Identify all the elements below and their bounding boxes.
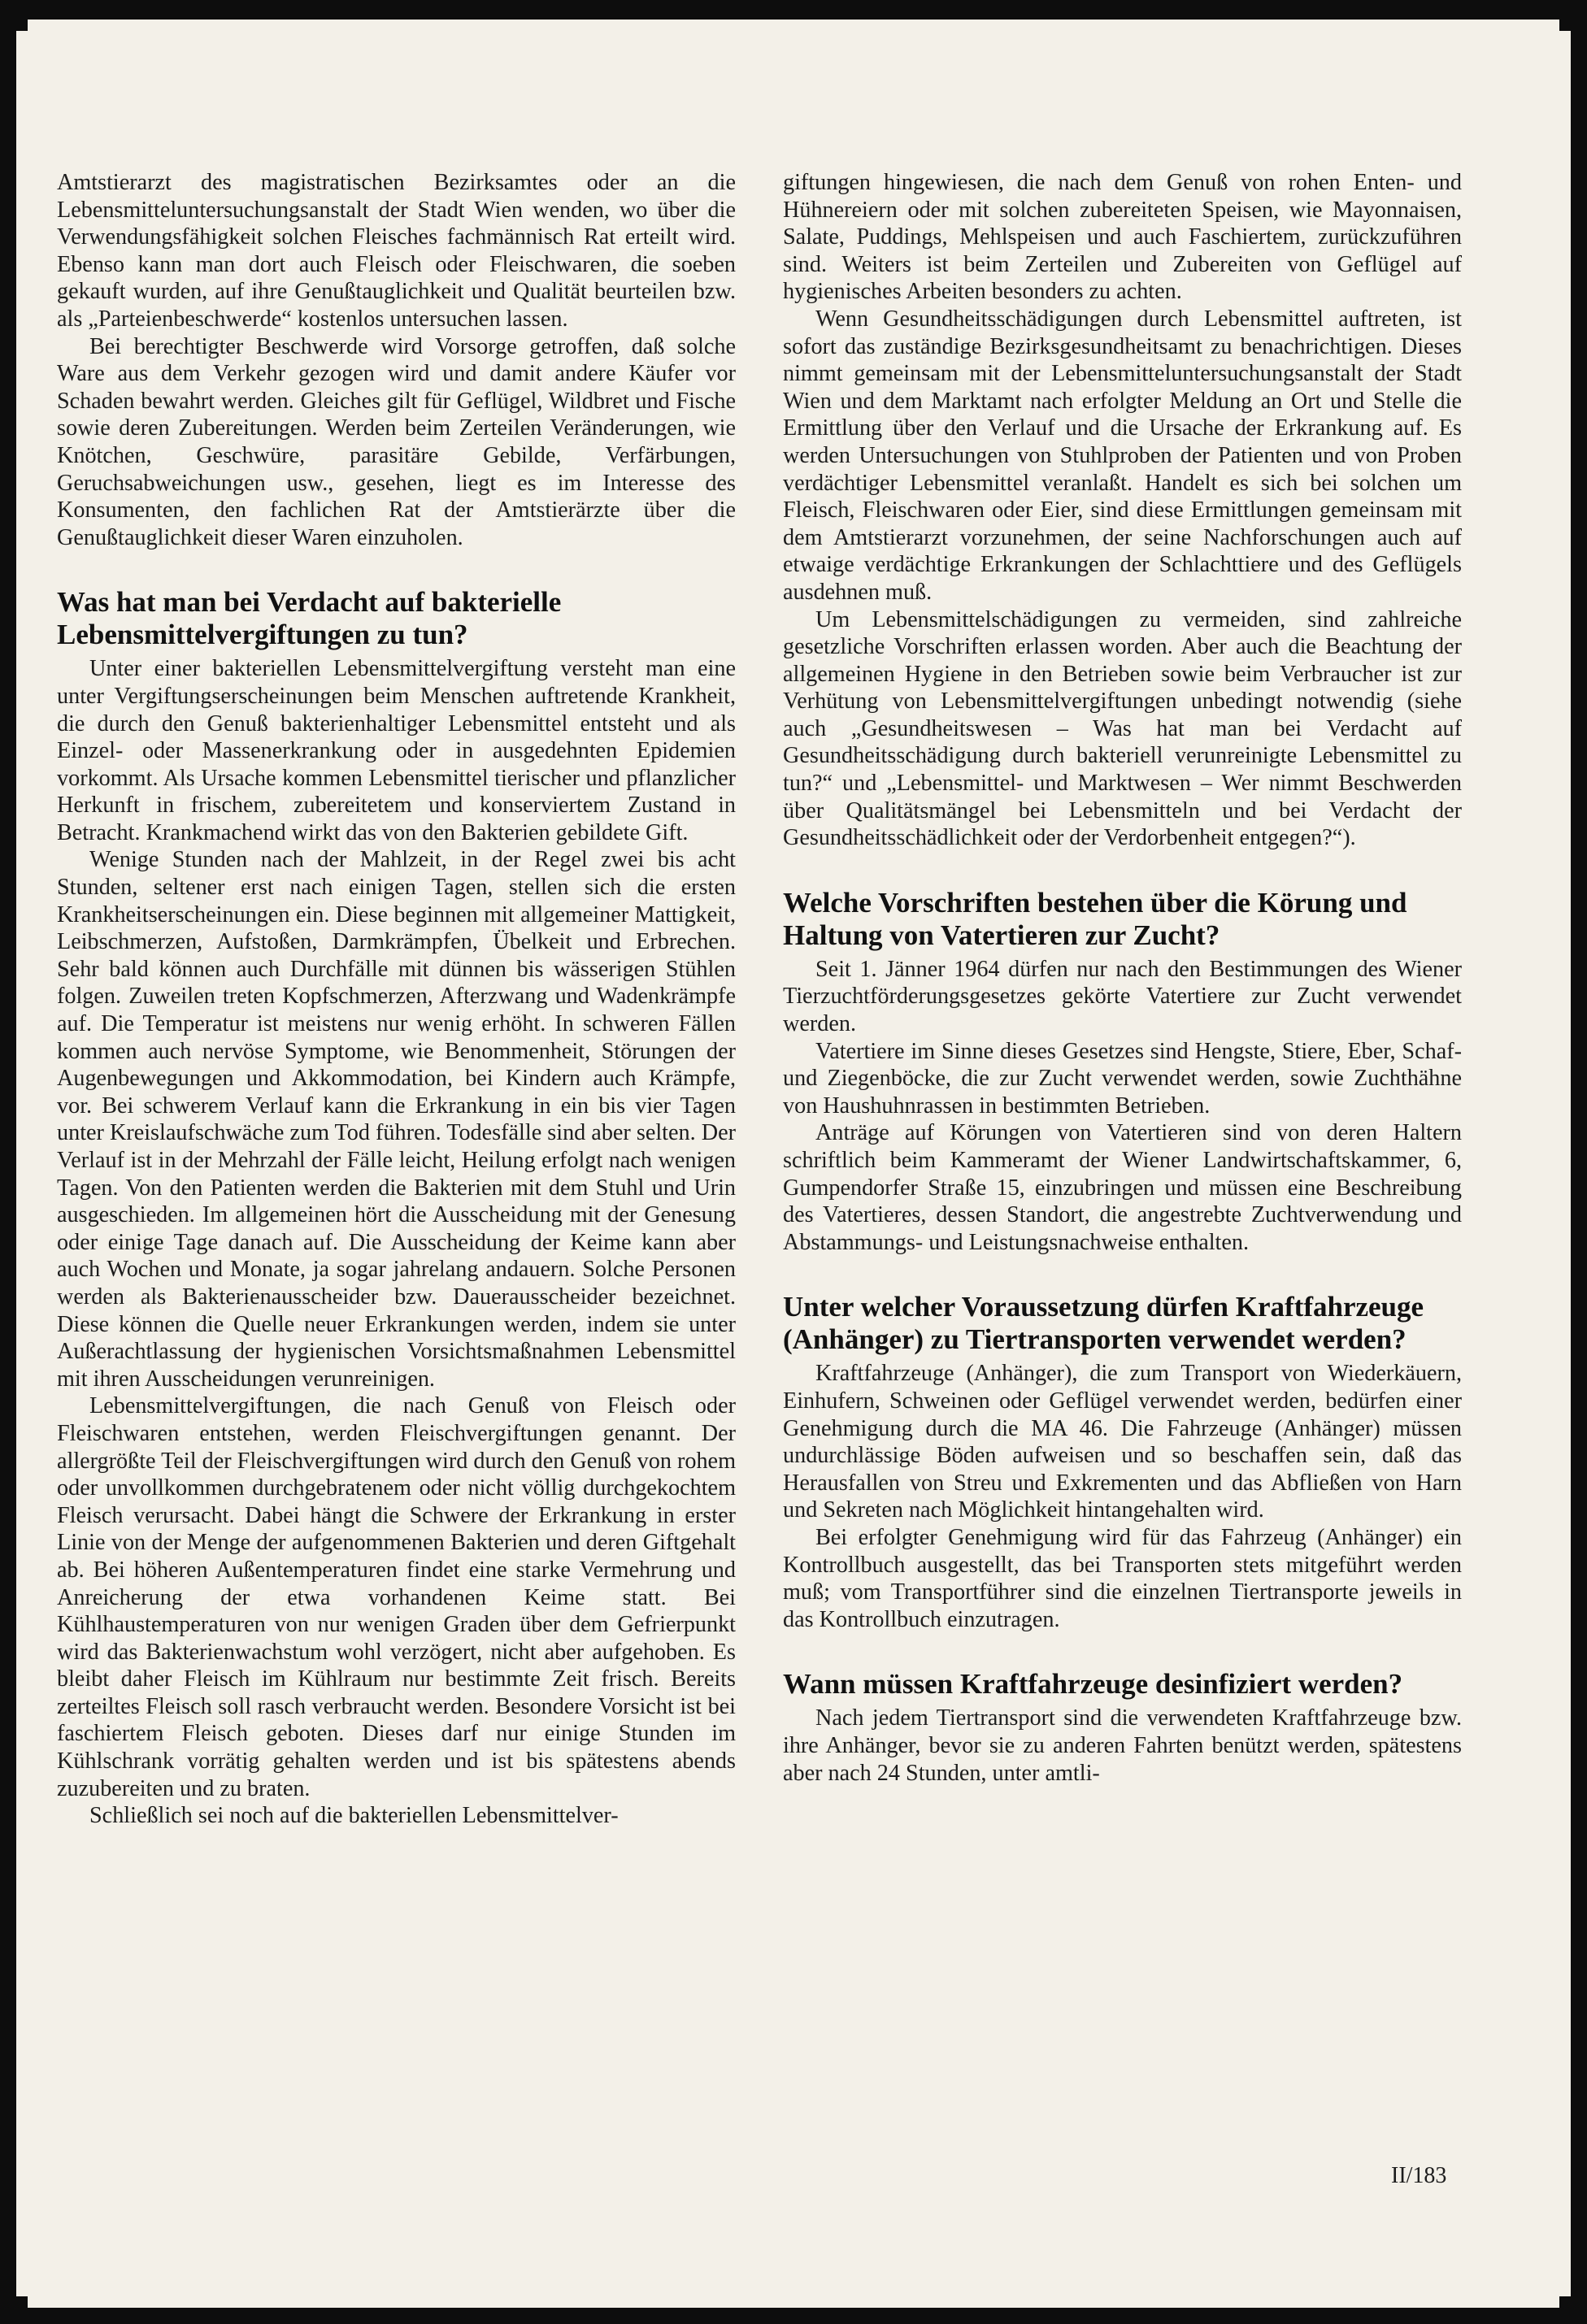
paragraph: Anträge auf Körungen von Vatertieren sind von deren Haltern schriftlich beim Kammeramt der Wiener Landwirtschaftskammer, 6, Gumpendorfer Straße 15, einzubringen und müssen eine Beschreibung des Vatertieres, dessen Standort, die angestrebte Zuchtverwendung und Abstammungs- und Leistungsnachweise enthalten. <box>783 1120 1462 1255</box>
paragraph: Um Lebensmittelschädigungen zu vermeiden, sind zahlreiche gesetzliche Vorschriften erlassen worden. Aber auch die Beachtung der allgemeinen Hygiene in den Betrieben sowie beim Verbraucher ist zur Verhütung von Lebensmittelvergiftungen unbedingt notwendig (siehe auch „Gesundheitswesen – Was hat man bei Verdacht auf Gesundheitsschädigung durch bakteriell verunreinigte Lebensmittel zu tun?“ und „Lebensmittel- und Marktwesen – Wer nimmt Beschwerden über Qualitätsmängel bei Lebensmitteln und bei Verdacht der Gesundheitsschädlichkeit oder der Verdorbenheit entgegen?“). <box>783 606 1462 851</box>
right-column <box>783 169 1462 1787</box>
left-column <box>57 169 736 1830</box>
section-heading: Wann müssen Kraftfahrzeuge desinfiziert werden? <box>783 1668 1403 1701</box>
paragraph: Vatertiere im Sinne dieses Gesetzes sind Hengste, Stiere, Eber, Schaf- und Ziegenböcke, die zur Zucht verwendet werden, sowie Zuchthähne von Haushuhnrassen in bestimmten Betrieben. <box>783 1038 1462 1119</box>
section-heading: Welche Vorschriften bestehen über die Körung und Haltung von Vatertieren zur Zucht? <box>783 886 1407 951</box>
paragraph: Nach jedem Tiertransport sind die verwendeten Kraftfahrzeuge bzw. ihre Anhänger, bevor sie zu anderen Fahrten benützt werden, spätestens aber nach 24 Stunden, unter amtli- <box>783 1705 1462 1786</box>
document-page <box>16 20 1571 2308</box>
paragraph: Bei erfolgter Genehmigung wird für das Fahrzeug (Anhänger) ein Kontrollbuch ausgestellt, das bei Transporten stets mitgeführt werden muß; vom Transportführer sind die einzelnen Tiertransporte jeweils in das Kontrollbuch einzutragen. <box>783 1524 1462 1632</box>
scan-corner <box>1559 2296 1571 2308</box>
paragraph: Kraftfahrzeuge (Anhänger), die zum Transport von Wiederkäuern, Einhufern, Schweinen oder Geflügel verwendet werden, bedürfen einer Genehmigung durch die MA 46. Die Fahrzeuge (Anhänger) müssen undurchlässige Böden aufweisen und so beschaffen sein, daß das Herausfallen von Streu und Exkrementen und das Abfließen von Harn und Sekreten nach Möglichkeit hintangehalten wird. <box>783 1361 1462 1523</box>
scan-corner <box>16 2296 28 2308</box>
paragraph: Unter einer bakteriellen Lebensmittelvergiftung versteht man eine unter Vergiftungserscheinungen beim Menschen auftretende Krankheit, die durch den Genuß bakterienhaltiger Lebensmittel entsteht und als Einzel- oder Massenerkrankung oder in ausgedehnten Epidemien vorkommt. Als Ursache kommen Lebensmittel tierischer und pflanzlicher Herkunft in frischem, zubereitetem und konserviertem Zustand in Betracht. Krankmachend wirkt das von den Bakterien gebildete Gift. <box>57 656 736 845</box>
paragraph: Wenige Stunden nach der Mahlzeit, in der Regel zwei bis acht Stunden, seltener erst nach einigen Tagen, stellen sich die ersten Krankheitserscheinungen ein. Diese beginnen mit allgemeiner Mattigkeit, Leibschmerzen, Aufstoßen, Darmkrämpfen, Übelkeit und Erbrechen. Sehr bald können auch Durchfälle mit dünnen bis wässerigen Stühlen folgen. Zuweilen treten Kopfschmerzen, Afterzwang und Wadenkrämpfe auf. Die Temperatur ist meistens nur wenig erhöht. In schweren Fällen kommen auch nervöse Symptome, wie Benommenheit, Störungen der Augenbewegungen und Akkommodation, bei Kindern auch Krämpfe, vor. Bei schwerem Verlauf kann die Erkrankung in ein bis vier Tagen unter Kreislaufschwäche zum Tod führen. Todesfälle sind aber selten. Der Verlauf ist in der Mehrzahl der Fälle leicht, Heilung erfolgt nach wenigen Tagen. Von den Patienten werden die Bakterien mit dem Stuhl und Urin ausgeschieden. Im allgemeinen hört die Ausscheidung mit der Genesung oder einige Tage danach auf. Die Ausscheidung der Keime kann aber auch Wochen und Monate, ja sogar jahrelang andauern. Solche Personen werden als Bakterienausscheider bzw. Dauerausscheider bezeichnet. Diese können die Quelle neuer Erkrankungen werden, indem sie unter Außerachtlassung der hygienischen Vorsichtsmaßnahmen Lebensmittel mit ihren Ausscheidungen verunreinigen. <box>57 847 736 1392</box>
page-number: II/183 <box>1391 2163 1447 2188</box>
paragraph: Wenn Gesundheitsschädigungen durch Lebensmittel auftreten, ist sofort das zuständige Bezirksgesundheitsamt zu benachrichtigen. Dieses nimmt gemeinsam mit der Lebensmitteluntersuchungsanstalt der Stadt Wien und dem Marktamt nach erfolgter Meldung an Ort und Stelle die Ermittlung über den Verlauf und die Ursache der Erkrankung auf. Es werden Untersuchungen von Stuhlproben der Patienten und von Proben verdächtiger Lebensmittel veranlaßt. Handelt es sich bei solchen um Fleisch, Fleischwaren oder Eier, sind diese Ermittlungen gemeinsam mit dem Amtstierarzt vorzunehmen, der seine Nachforschungen auch auf etwaige verdächtige Erkrankungen der Schlachttiere und des Geflügels ausdehnen muß. <box>783 306 1462 605</box>
paragraph: Bei berechtigter Beschwerde wird Vorsorge getroffen, daß solche Ware aus dem Verkehr gezogen wird und damit andere Käufer vor Schaden bewahrt werden. Gleiches gilt für Geflügel, Wildbret und Fische sowie deren Zubereitungen. Werden beim Zerteilen Veränderungen, wie Knötchen, Geschwüre, parasitäre Gebilde, Verfärbungen, Geruchsabweichungen usw., gesehen, liegt es im Interesse des Konsumenten, den fachlichen Rat der Amtstierärzte über die Genußtauglichkeit dieser Waren einzuholen. <box>57 333 736 550</box>
paragraph: Schließlich sei noch auf die bakteriellen Lebensmittelver- <box>89 1803 619 1829</box>
paragraph: giftungen hingewiesen, die nach dem Genuß von rohen Enten- und Hühnereiern oder mit solchen zubereiteten Speisen, wie Mayonnaisen, Salate, Puddings, Mehlspeisen und auch Faschiertem, zurückzuführen sind. Weiters ist beim Zerteilen und Zubereiten von Geflügel auf hygienisches Arbeiten besonders zu achten. <box>783 170 1462 305</box>
section-heading: Unter welcher Voraussetzung dürfen Kraftfahrzeuge (Anhänger) zu Tiertransporten verwendet werden? <box>783 1291 1424 1356</box>
paragraph: Lebensmittelvergiftungen, die nach Genuß von Fleisch oder Fleischwaren entstehen, werden Fleischvergiftungen genannt. Der allergrößte Teil der Fleischvergiftungen wird durch den Genuß von rohem oder unvollkommen durchgebratenem oder nicht völlig durchgekochtem Fleisch verursacht. Dabei hängt die Schwere der Erkrankung in erster Linie von der Menge der aufgenommenen Bakterien und deren Giftgehalt ab. Bei höheren Außentemperaturen findet eine starke Vermehrung und Anreicherung der etwa vorhandenen Keime statt. Bei Kühlhaustemperaturen von nur wenigen Graden über dem Gefrierpunkt wird das Bakterienwachstum wohl verzögert, nicht aber aufgehoben. Es bleibt daher Fleisch im Kühlraum nur bestimmte Zeit frisch. Bereits zerteiltes Fleisch soll rasch verbraucht werden. Besondere Vorsicht ist bei faschiertem Fleisch geboten. Dieses darf nur einige Stunden im Kühlschrank vorrätig gehalten werden und ist bis spätestens abends zuzubereiten und zu braten. <box>57 1393 736 1801</box>
scan-corner <box>16 20 28 31</box>
paragraph: Amtstierarzt des magistratischen Bezirksamtes oder an die Lebensmitteluntersuchungsanstalt der Stadt Wien wenden, wo über die Verwendungsfähigkeit solchen Fleisches fachmännisch Rat erteilt wird. Ebenso kann man dort auch Fleisch oder Fleischwaren, die soeben gekauft wurden, auf ihre Genußtauglichkeit und Qualität beurteilen bzw. als „Parteienbeschwerde“ kostenlos untersuchen lassen. <box>57 170 736 332</box>
paragraph: Seit 1. Jänner 1964 dürfen nur nach den Bestimmungen des Wiener Tierzuchtförderungsgesetzes gekörte Vatertiere zur Zucht verwendet werden. <box>783 956 1462 1037</box>
section-heading: Was hat man bei Verdacht auf bakterielle Lebensmittelvergiftungen zu tun? <box>57 586 562 651</box>
scan-corner <box>1559 20 1571 31</box>
